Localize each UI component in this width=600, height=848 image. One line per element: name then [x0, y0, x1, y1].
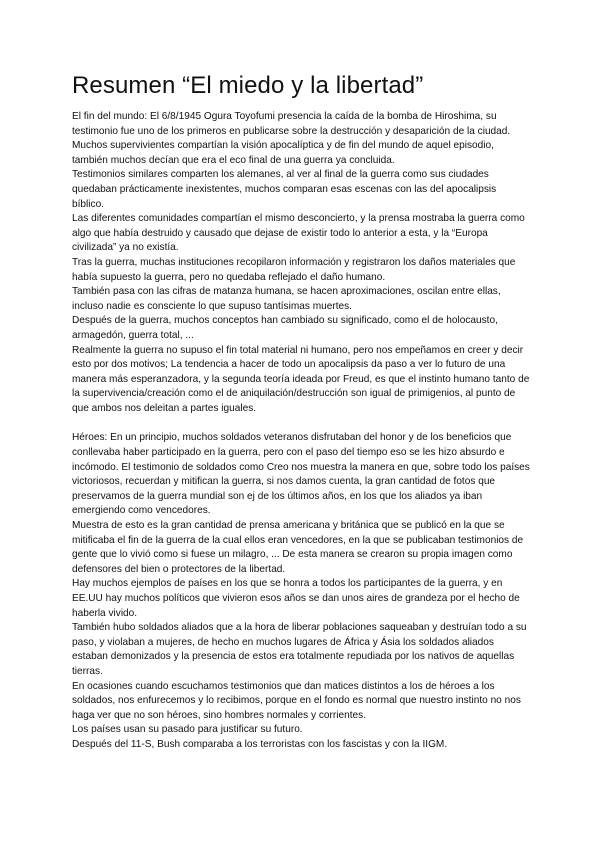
paragraph: También hubo soldados aliados que a la hora de liberar poblaciones saqueaban y destruían todo a su paso, y violaban a mujeres, de hecho en muchos lugares de África y Ásia los soldados aliados estaban demonizados y la presencia de estos era totalmente repudiada por los nativos de aquellas tierras.	[72, 622, 527, 677]
paragraph: Realmente la guerra no supuso el fin total material ni humano, pero nos empeñamos en creer y decir esto por dos motivos; La tendencia a hacer de todo un apocalipsis da paso a ver lo futuro de una manera más esperanzadora, y la segunda teoría ideada por Freud, es que el instinto humano tanto de la supervivencia/creación como el de aniquilación/destrucción son igual de primigenios, al punto de que ambos nos deleitan a partes iguales.	[72, 344, 530, 414]
paragraph: Testimonios similares comparten los alemanes, al ver al final de la guerra como sus ciudades quedaban prácticamente inexistentes, muchos comparan esas escenas con las del apocalipsis bíblico.	[72, 169, 497, 210]
paragraph: Muestra de esto es la gran cantidad de prensa americana y británica que se publicó en la que se mitificaba el fin de la guerra de la cual ellos eran vencedores, en la que se publicaban testimonios de gente que lo vivió como si fuese un milagro, ... De esta manera se crearon su propia imagen como defensores del bien o protectores de la libertad.	[72, 520, 524, 575]
paragraph: Tras la guerra, muchas instituciones recopilaron información y registraron los daños materiales que había supuesto la guerra, pero no quedaba reflejado el daño humano.	[72, 256, 516, 283]
paragraph: Después del 11-S, Bush comparaba a los terroristas con los fascistas y con la IIGM.	[72, 738, 448, 750]
paragraph: Héroes: En un principio, muchos soldados veteranos disfrutaban del honor y de los beneficios que conllevaba haber participado en la guerra, pero con el paso del tiempo eso se les hizo absurdo e incómodo. El testimonio de soldados como Creo nos muestra la manera en que, sobre todo los países victoriosos, recuerdan y mitifican la guerra, si nos damos cuenta, la gran cantidad de fotos que preservamos de la guerra mundial son ej de los últimos años, en los que los aliados ya iban emergiendo como vencedores.	[72, 432, 530, 517]
paragraph: Los países usan su pasado para justificar su futuro.	[72, 724, 303, 736]
section-fin-del-mundo	[72, 110, 530, 416]
paragraph: También pasa con las cifras de matanza humana, se hacen aproximaciones, oscilan entre ellas, incluso nadie es consciente lo que supuso tantísimas muertes.	[72, 286, 501, 312]
paragraph: Hay muchos ejemplos de países en los que se honra a todos los participantes de la guerra, y en EE.UU hay muchos políticos que vivieron esos años se dan unos aires de grandeza por el hecho de haberla vivido.	[72, 578, 520, 619]
document-title: Resumen “El miedo y la libertad”	[72, 72, 424, 99]
paragraph: El fin del mundo: El 6/8/1945 Ogura Toyofumi presencia la caída de la bomba de Hiroshima, su testimonio fue uno de los primeros en publicarse sobre la destrucción y desaparición de la ciudad. Muchos supervivientes compartían la visión apocalíptica y de fin del mundo de aquel episodio, también muchos decían que era el eco final de una guerra ya concluida.	[72, 111, 511, 166]
paragraph: Después de la guerra, muchos conceptos han cambiado su significado, como el de holocausto, armagedón, guerra total, ...	[72, 315, 498, 341]
paragraph: Las diferentes comunidades compartían el mismo desconcierto, y la prensa mostraba la guerra como algo que había destruido y causado que dejase de existir todo lo anterior a esta, y la “Europa civilizada” ya no existía.	[72, 213, 525, 254]
section-spacer	[72, 416, 530, 431]
paragraph: En ocasiones cuando escuchamos testimonios que dan matices distintos a los de héroes a los soldados, nos enfurecemos y lo recibimos, porque en el fondo es normal que nuestro instinto no nos haga ver que no son héroes, sino hombres normales y corrientes.	[72, 680, 521, 721]
section-heroes	[72, 431, 530, 752]
